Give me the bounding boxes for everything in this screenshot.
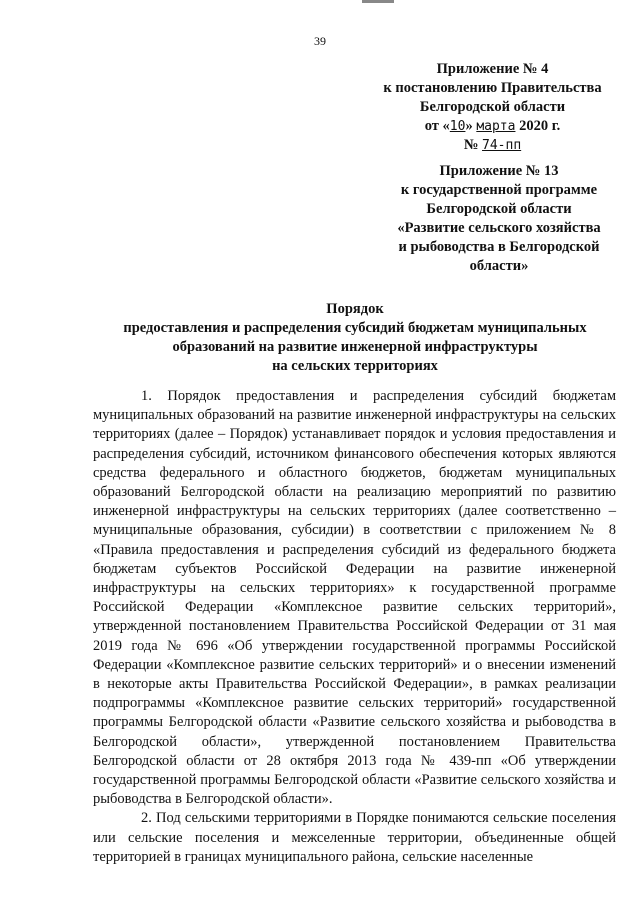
appendix-4-line3: Белгородской области <box>419 99 566 115</box>
scan-mark <box>362 0 394 3</box>
appendix-13-line3: Белгородской области <box>426 201 572 217</box>
number-value: 74-пп <box>482 138 522 153</box>
date-prefix: от « <box>424 118 450 134</box>
appendix-13-header <box>374 162 624 276</box>
appendix-13-line4: «Развитие сельского хозяйства <box>397 220 601 236</box>
date-year: 2020 г. <box>515 118 561 134</box>
appendix-4-number <box>360 136 625 155</box>
appendix-4-date <box>360 117 625 136</box>
document-body <box>93 387 616 867</box>
appendix-4-line2: к постановлению Правительства <box>383 80 602 96</box>
date-mid: » <box>465 118 477 134</box>
title-line-1: Порядок <box>326 301 384 317</box>
page-number: 39 <box>314 34 326 48</box>
date-month: марта <box>476 119 516 134</box>
number-prefix: № <box>463 137 483 153</box>
paragraph-2: 2. Под сельскими территориями в Порядке понимаются сельские поселения или сельские поселения и межселенные территории, объединенные общей территорией в границах муниципального района, сельские населенные <box>93 810 616 865</box>
appendix-13-line6: области» <box>469 258 529 274</box>
document-title <box>90 300 620 376</box>
appendix-13-line5: и рыбоводства в Белгородской <box>398 239 600 255</box>
appendix-13-line2: к государственной программе <box>400 182 598 198</box>
paragraph-1: 1. Порядок предоставления и распределения субсидий бюджетам муниципальных образований на развитие инженерной инфраструктуры на сельских территориях (далее – Порядок) устанавливает порядок и условия предоставления и распределения субсидий, источником финансового обеспечения которых являются средства федерального и областного бюджетов, бюджетам муниципальных образований Белгородской области на реализацию мероприятий по развитию инженерной инфраструктуры на сельских территориях (далее соответственно – муниципальные образования, субсидии) в соответствии с приложением № 8 «Правила предоставления и распределения субсидий из федерального бюджета бюджетам субъектов Российской Федерации на развитие инженерной инфраструктуры на сельских территориях» к государственной программе Российской Федерации «Комплексное развитие сельских территорий», утвержденной постановлением Правительства Российской Федерации от 31 мая 2019 года № 696 «Об утверждении государственной программы Российской Федерации «Комплексное развитие сельских территорий» и о внесении изменений в некоторые акты Правительства Российской Федерации», в рамках реализации подпрограммы «Комплексное развитие сельских территорий» государственной программы Белгородской области «Развитие сельского хозяйства и рыбоводства в Белгородской области», утвержденной постановлением Правительства Белгородской области от 28 октября 2013 года № 439-пп «Об утверждении государственной программы Белгородской области «Развитие сельского хозяйства и рыбоводства в Белгородской области». <box>93 388 616 808</box>
title-line-4: на сельских территориях <box>272 358 438 374</box>
appendix-4-header <box>360 60 625 155</box>
title-line-3: образований на развитие инженерной инфраструктуры <box>172 339 538 355</box>
date-day: 10 <box>449 119 466 134</box>
appendix-13-title: Приложение № 13 <box>439 163 559 179</box>
appendix-4-title: Приложение № 4 <box>436 61 549 77</box>
title-line-2: предоставления и распределения субсидий бюджетам муниципальных <box>123 320 587 336</box>
